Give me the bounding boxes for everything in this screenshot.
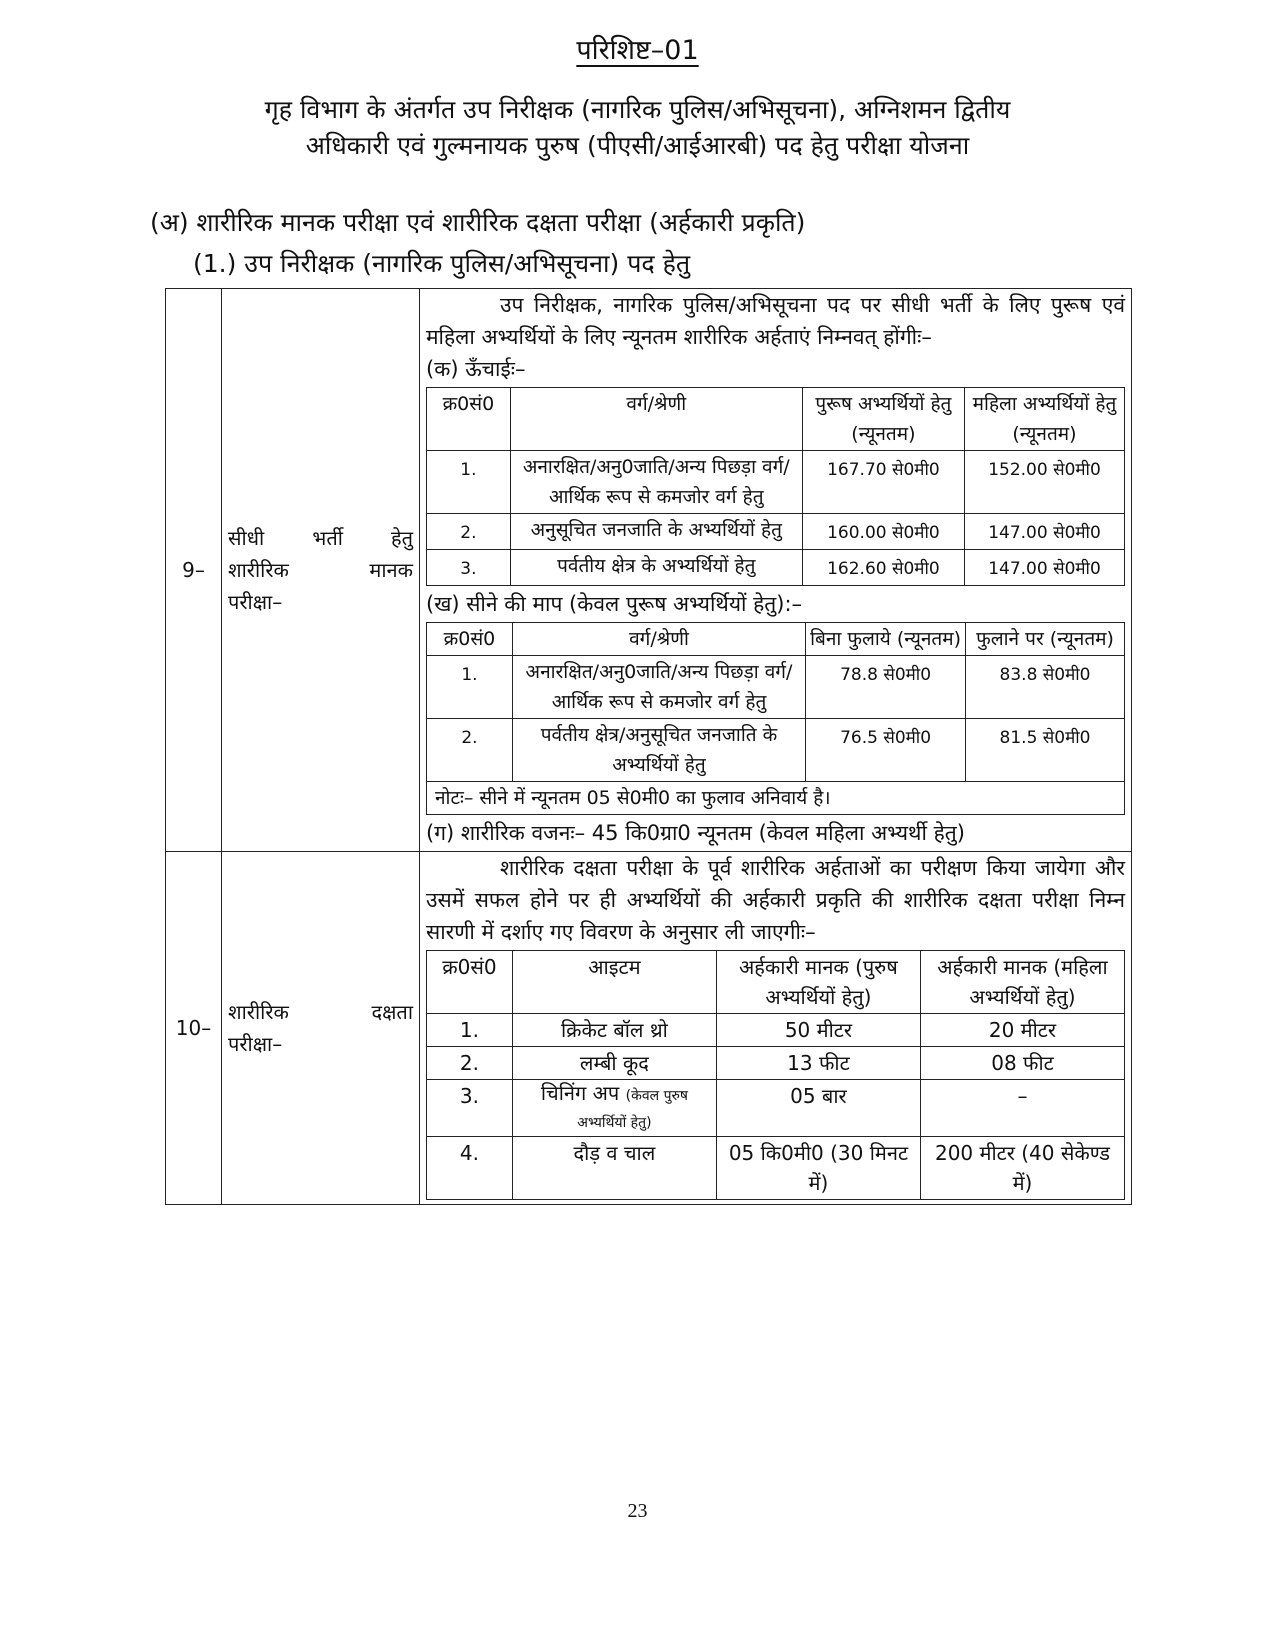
section-a-heading: (अ) शारीरिक मानक परीक्षा एवं शारीरिक दक्षता परीक्षा (अर्हकारी प्रकृति) [150, 208, 806, 237]
header-category: वर्ग/श्रेणी [512, 623, 805, 656]
row-9 [166, 289, 1132, 852]
cell-sn: 1. [427, 656, 513, 719]
table-row [427, 550, 1125, 586]
document-heading [0, 92, 1275, 164]
header-expanded: फुलाने पर (न्यूनतम) [966, 623, 1125, 656]
label-line: परीक्षा– [228, 590, 283, 614]
header-male: पुरूष अभ्यर्थियों हेतु (न्यूनतम) [802, 388, 964, 451]
chest-heading: (ख) सीने की माप (केवल पुरूष अभ्यर्थियों हेतु):– [426, 592, 803, 616]
intro-paragraph: शारीरिक दक्षता परीक्षा के पूर्व शारीरिक अर्हताओं का परीक्षण किया जायेगा और उसमें सफल होने पर ही अभ्यर्थियों की अर्हकारी प्रकृति की शारीरिक दक्षता परीक्षा निम्न सारणी में दर्शाए गए विवरण के अनुसार ली जाएगीः– [426, 856, 1125, 944]
row-label [222, 289, 420, 852]
chest-table [426, 622, 1125, 815]
label-line: शारीरिक दक्षता [228, 1000, 413, 1024]
cell-category: अनारक्षित/अनु0जाति/अन्य पिछड़ा वर्ग/आर्थिक रूप से कमजोर वर्ग हेतु [512, 656, 805, 719]
table-header-row [427, 623, 1125, 656]
table-header-row [427, 388, 1125, 451]
table-row [427, 1137, 1125, 1200]
cell-male: 160.00 से0मी0 [802, 514, 964, 550]
cell-sn: 4. [427, 1137, 513, 1200]
table-row [427, 1047, 1125, 1080]
cell-female: 200 मीटर (40 सेकेण्ड में) [920, 1137, 1124, 1200]
header-item: आइटम [512, 951, 716, 1014]
row-content [420, 852, 1132, 1205]
pet-table [426, 950, 1125, 1200]
weight-line: (ग) शारीरिक वजनः– 45 कि0ग्रा0 न्यूनतम (केवल महिला अभ्यर्थी हेतु) [426, 821, 965, 845]
label-line: शारीरिक मानक [228, 558, 413, 582]
cell-sn: 2. [427, 1047, 513, 1080]
label-line: सीधी भर्ती हेतु [228, 526, 414, 550]
cell-sn: 3. [427, 1080, 513, 1137]
cell-female: 147.00 से0मी0 [964, 514, 1124, 550]
header-sn: क्र0सं0 [427, 388, 511, 451]
cell-unexpanded: 76.5 से0मी0 [806, 719, 966, 782]
cell-female: 147.00 से0मी0 [964, 550, 1124, 586]
table-row [427, 656, 1125, 719]
cell-item [512, 1080, 716, 1137]
page-title: परिशिष्ट–01 [576, 35, 699, 66]
cell-female: 152.00 से0मी0 [964, 451, 1124, 514]
cell-item: क्रिकेट बॉल थ्रो [512, 1014, 716, 1047]
note-row [427, 782, 1125, 815]
item-note: (केवल पुरुष अभ्यर्थियों हेतु) [577, 1088, 688, 1131]
cell-sn: 2. [427, 514, 511, 550]
header-female: महिला अभ्यर्थियों हेतु (न्यूनतम) [964, 388, 1124, 451]
row-label [222, 852, 420, 1205]
intro-paragraph: उप निरीक्षक, नागरिक पुलिस/अभिसूचना पद पर सीधी भर्ती के लिए पुरूष एवं महिला अभ्यर्थियों के लिए न्यूनतम शारीरिक अर्हताएं निम्नवत् होंगीः– [426, 293, 1125, 349]
cell-category: पर्वतीय क्षेत्र के अभ्यर्थियों हेतु [510, 550, 802, 586]
table-row [427, 1014, 1125, 1047]
cell-male: 162.60 से0मी0 [802, 550, 964, 586]
heading-line-2: अधिकारी एवं गुल्मनायक पुरुष (पीएसी/आईआरबी) पद हेतु परीक्षा योजना [305, 131, 970, 160]
cell-expanded: 81.5 से0मी0 [966, 719, 1125, 782]
table-row [427, 451, 1125, 514]
cell-category: पर्वतीय क्षेत्र/अनुसूचित जनजाति के अभ्यर्थियों हेतु [512, 719, 805, 782]
header-sn: क्र0सं0 [427, 623, 513, 656]
cell-male: 13 फीट [716, 1047, 920, 1080]
page-number: 23 [627, 1500, 648, 1522]
label-line: परीक्षा– [228, 1032, 283, 1056]
row-number: 9– [166, 289, 222, 852]
cell-male: 167.70 से0मी0 [802, 451, 964, 514]
heading-line-1: गृह विभाग के अंतर्गत उप निरीक्षक (नागरिक पुलिस/अभिसूचना), अग्निशमन द्वितीय [264, 95, 1011, 124]
header-sn: क्र0सं0 [427, 951, 513, 1014]
table-row [427, 514, 1125, 550]
cell-female: 20 मीटर [920, 1014, 1124, 1047]
header-category: वर्ग/श्रेणी [510, 388, 802, 451]
cell-category: अनुसूचित जनजाति के अभ्यर्थियों हेतु [510, 514, 802, 550]
height-table [426, 387, 1125, 586]
header-female-standard: अर्हकारी मानक (महिला अभ्यर्थियों हेतु) [920, 951, 1124, 1014]
table-row [427, 1080, 1125, 1137]
header-unexpanded: बिना फुलाये (न्यूनतम) [806, 623, 966, 656]
cell-sn: 2. [427, 719, 513, 782]
row-number: 10– [166, 852, 222, 1205]
table-row [427, 719, 1125, 782]
item-name: चिनिंग अप [540, 1081, 620, 1105]
cell-male: 50 मीटर [716, 1014, 920, 1047]
main-table [165, 288, 1132, 1205]
cell-item: दौड़ व चाल [512, 1137, 716, 1200]
cell-sn: 3. [427, 550, 511, 586]
chest-note: नोटः– सीने में न्यूनतम 05 से0मी0 का फुलाव अनिवार्य है। [427, 782, 1125, 815]
cell-female: 08 फीट [920, 1047, 1124, 1080]
cell-item: लम्बी कूद [512, 1047, 716, 1080]
row-content [420, 289, 1132, 852]
cell-sn: 1. [427, 1014, 513, 1047]
header-male-standard: अर्हकारी मानक (पुरुष अभ्यर्थियों हेतु) [716, 951, 920, 1014]
cell-unexpanded: 78.8 से0मी0 [806, 656, 966, 719]
cell-female: – [920, 1080, 1124, 1137]
row-10 [166, 852, 1132, 1205]
table-header-row [427, 951, 1125, 1014]
cell-male: 05 कि0मी0 (30 मिनट में) [716, 1137, 920, 1200]
section-1-heading: (1.) उप निरीक्षक (नागरिक पुलिस/अभिसूचना) पद हेतु [193, 249, 691, 278]
cell-category: अनारक्षित/अनु0जाति/अन्य पिछड़ा वर्ग/आर्थिक रूप से कमजोर वर्ग हेतु [510, 451, 802, 514]
height-heading: (क) ऊँचाईः– [426, 357, 526, 381]
cell-expanded: 83.8 से0मी0 [966, 656, 1125, 719]
cell-male: 05 बार [716, 1080, 920, 1137]
cell-sn: 1. [427, 451, 511, 514]
